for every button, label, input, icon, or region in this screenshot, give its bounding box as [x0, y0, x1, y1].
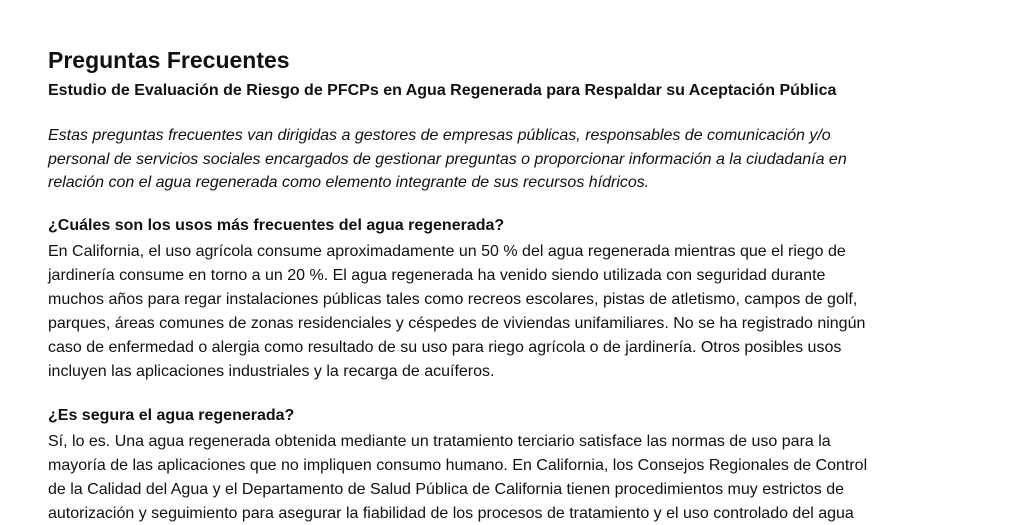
faq-question-safety: ¿Es segura el agua regenerada? — [48, 407, 295, 424]
answer-line: mayoría de las aplicaciones que no impliquen consumo humano. En California, los Consejos Regionales de Control — [48, 457, 868, 474]
faq-question-uses: ¿Cuáles son los usos más frecuentes del agua regenerada? — [48, 217, 505, 234]
answer-line: de la Calidad del Agua y el Departamento de Salud Pública de California tienen procedimientos muy estrictos de — [48, 481, 845, 498]
answer-line: Sí, lo es. Una agua regenerada obtenida mediante un tratamiento terciario satisface las normas de uso para la — [48, 433, 831, 450]
answer-line: En California, el uso agrícola consume aproximadamente un 50 % del agua regenerada mientras que el riego de — [48, 243, 846, 260]
intro-paragraph — [48, 124, 988, 195]
answer-line: muchos años para regar instalaciones públicas tales como recreos escolares, pistas de atletismo, campos de golf, — [48, 291, 858, 308]
intro-line: Estas preguntas frecuentes van dirigidas a gestores de empresas públicas, responsables de comunicación y/o — [48, 127, 831, 144]
answer-line: parques, áreas comunes de zonas residenciales y céspedes de viviendas unifamiliares. No se ha registrado ningún — [48, 315, 866, 332]
answer-line: caso de enfermedad o alergia como resultado de su uso para riego agrícola o de jardinería. Otros posibles usos — [48, 339, 842, 356]
intro-line: personal de servicios sociales encargados de gestionar preguntas o proporcionar información a la ciudadanía en — [48, 150, 847, 168]
page-title: Preguntas Frecuentes — [48, 47, 290, 73]
faq-answer-uses — [48, 240, 1008, 384]
answer-line: autorización y seguimiento para asegurar la fiabilidad de los procesos de tratamiento y el uso controlado del agua — [48, 505, 854, 522]
answer-line: incluyen las aplicaciones industriales y la recarga de acuíferos. — [48, 363, 495, 380]
answer-line: jardinería consume en torno a un 20 %. El agua regenerada ha venido siendo utilizada con seguridad durante — [48, 267, 826, 284]
intro-line: relación con el agua regenerada como elemento integrante de sus recursos hídricos. — [48, 174, 650, 191]
page-subtitle: Estudio de Evaluación de Riesgo de PFCPs en Agua Regenerada para Respaldar su Aceptación Pública — [48, 82, 837, 99]
faq-answer-safety — [48, 430, 1008, 525]
